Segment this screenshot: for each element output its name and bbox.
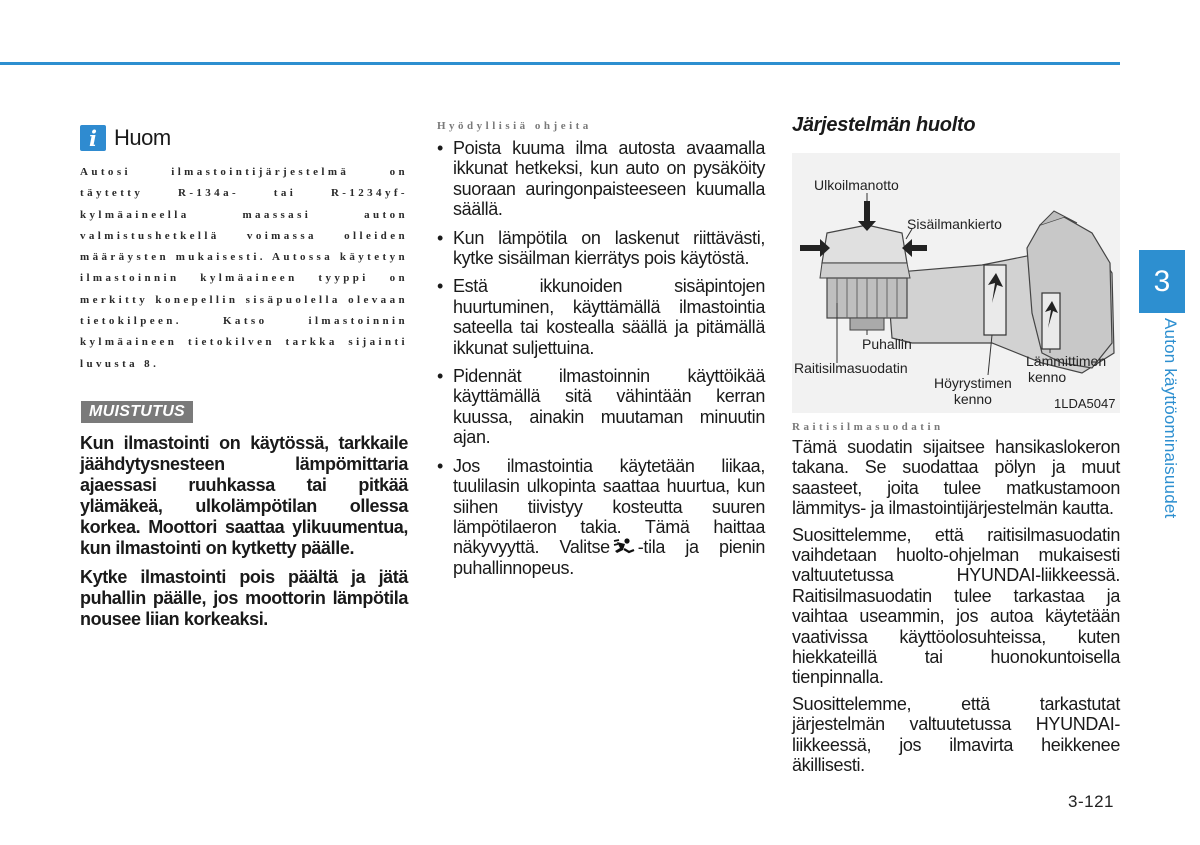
page-number: 3-121	[1068, 792, 1114, 811]
climate-system-diagram	[792, 153, 1120, 413]
figure-caption: Raitisilmasuodatin	[792, 421, 944, 433]
list-item: • Kun lämpötila on laskenut riittävästi, kytke sisäilman kierrätys pois käytöstä.	[437, 228, 765, 269]
tips-column	[437, 120, 765, 586]
list-item: • Poista kuuma ilma autosta avaamalla ikkunat hetkeksi, kun auto on pysäköity suoraan auringonpaisteeseen kuumalla säällä.	[437, 138, 765, 220]
body-paragraph: Suosittelemme, että tarkastutat järjestelmän valtuutetussa HYUNDAI-liikkeessä, jos ilmavirta heikkenee äkillisesti.	[792, 693, 1120, 776]
caution-badge: MUISTUTUS	[81, 401, 193, 423]
figure-code: 1LDA5047	[1054, 396, 1116, 411]
note-text: Autosi ilmastointijärjestelmä on täytetty R-134a- tai R-1234yf-kylmäaineella maassasi auton valmistushetkellä voimassa olleiden määräysten mukaisesti. Autossa käytetyn ilmastoinnin kylmäaineen tyyppi on merkitty konepellin sisäpuolella olevaan tietokilpeen. Katso ilmastoinnin kylmäaineen tietokilven tarkka sijainti luvusta 8.	[80, 166, 408, 370]
maintenance-column	[792, 114, 1120, 776]
chapter-number-tab: 3	[1139, 250, 1185, 313]
label-evaporator	[934, 375, 1012, 407]
label-recirculation: Sisäilmankierto	[907, 216, 1002, 232]
tips-list	[437, 138, 765, 578]
note-column	[80, 118, 408, 630]
note-title: Huom	[114, 125, 171, 150]
body-paragraph: Tämä suodatin sijaitsee hansikaslokeron takana. Se suodattaa pölyn ja muut saasteet, joita tulee matkustamoon lämmitys- ja ilmastointijärjestelmän kautta.	[792, 437, 1120, 519]
tips-heading: Hyödyllisiä ohjeita	[437, 120, 592, 132]
tip-text-before-icon: Jos ilmastointia käytetään liikaa, tuulilasin ulkopinta saattaa huurtua, kun siihen tiivistyy kosteutta suuren lämpötilaeron takia. Tämä haittaa näkyvyyttä. Valitse	[453, 455, 765, 558]
label-evaporator-line2: kenno	[953, 391, 992, 407]
caution-paragraph: Kun ilmastointi on käytössä, tarkkaile jäähdytysnesteen lämpömittaria ajaessasi ruuhkassa tai pitkää ylämäkeä, ulkolämpötilan ollessa korkea. Moottori saattaa ylikuumentua, kun ilmastointi on kytketty päälle.	[80, 432, 408, 558]
label-heater	[1026, 353, 1106, 385]
caution-paragraph: Kytke ilmastointi pois päältä ja jätä puhallin päälle, jos moottorin lämpötila nousee liian korkeaksi.	[80, 566, 408, 629]
top-rule	[0, 62, 1120, 65]
label-heater-line2: kenno	[1028, 369, 1067, 385]
body-paragraph: Suosittelemme, että raitisilmasuodatin vaihdetaan huolto-ohjelman mukaisesti valtuutetussa HYUNDAI-liikkeessä. Raitisilmasuodatin tulee tarkastaa ja vaihtaa useammin, jos autoa käytetään vaativissa käyttöolosuhteissa, kuten hiekkateillä tai huonokuntoisella tienpinnalla.	[792, 524, 1120, 688]
note-header	[80, 118, 408, 158]
chapter-title: Auton käyttöominaisuudet	[1161, 318, 1180, 519]
label-blower: Puhallin	[862, 336, 912, 352]
label-filter: Raitisilmasuodatin	[794, 360, 908, 376]
list-item: • Estä ikkunoiden sisäpintojen huurtuminen, käyttämällä ilmastointia sateella tai kostealla säällä ja pitämällä ikkunat suljettuina.	[437, 276, 765, 358]
floor-defrost-mode-icon	[612, 538, 636, 556]
info-icon: i	[80, 125, 106, 151]
tip-text-after-icon: -tila ja pienin puhallinnopeus.	[453, 537, 765, 578]
list-item: • Pidennät ilmastoinnin käyttöikää käyttämällä sitä vähintään kerran kuussa, ainakin muutaman minuutin ajan.	[437, 366, 765, 448]
label-outside-air: Ulkoilmanotto	[814, 177, 899, 193]
section-title: Järjestelmän huolto	[792, 114, 976, 136]
list-item	[437, 456, 765, 578]
label-evaporator-line1: Höyrystimen	[934, 375, 1012, 391]
label-heater-line1: Lämmittimen	[1026, 353, 1107, 369]
